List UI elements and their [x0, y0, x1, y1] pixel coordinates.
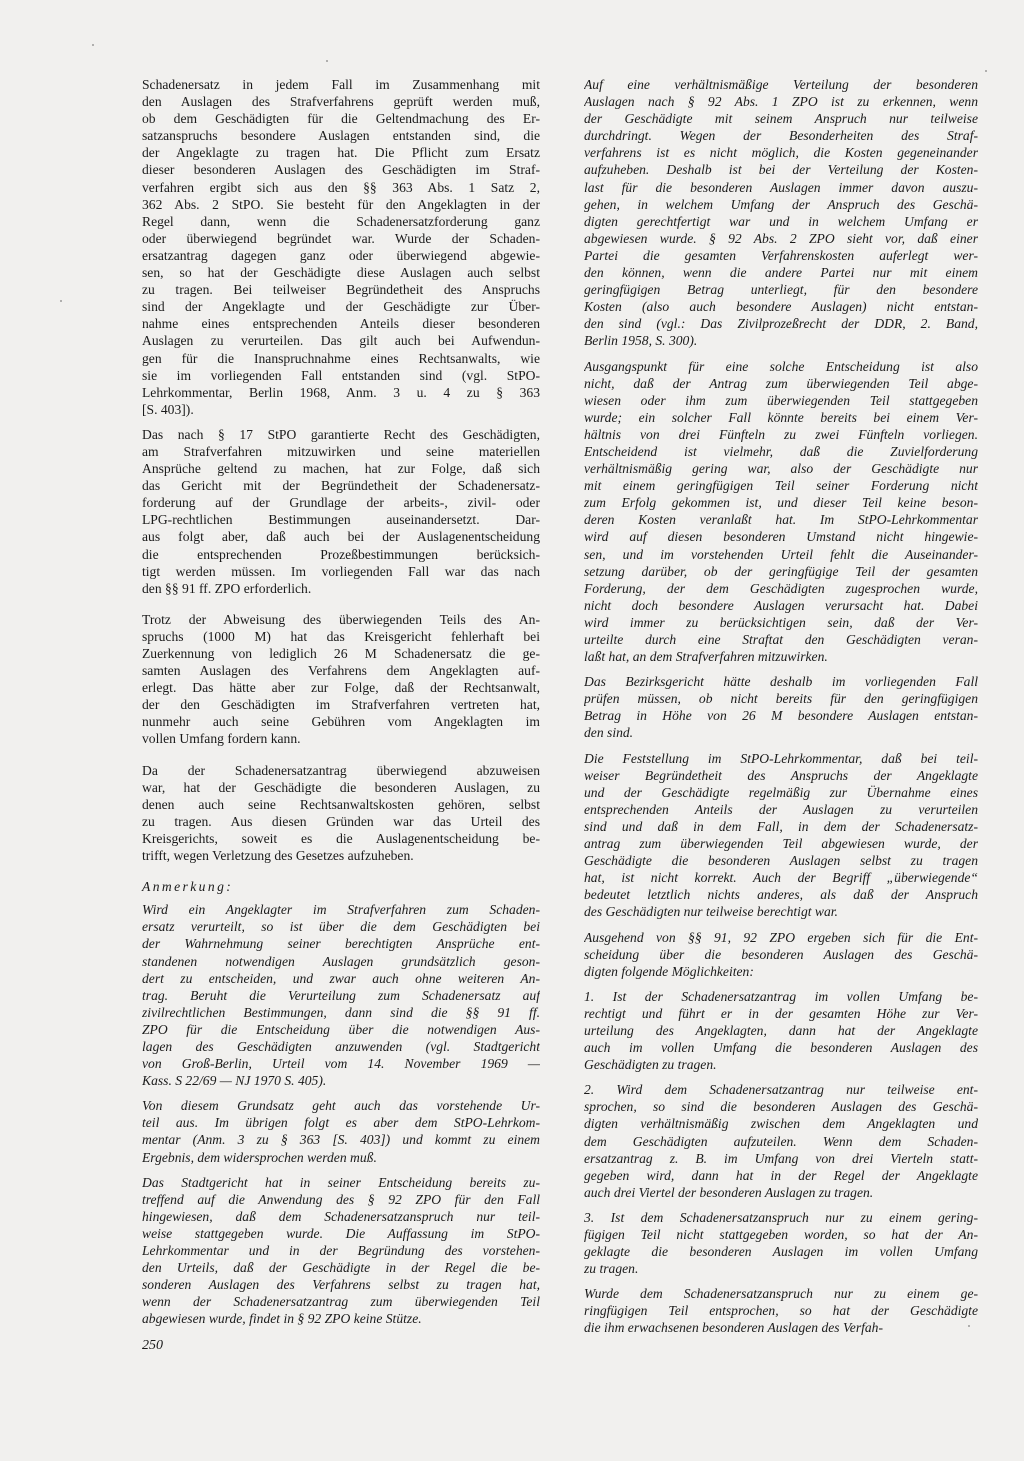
- text-line: nahme eines entsprechenden Anteils dieser besonderen: [142, 316, 540, 332]
- text-line: Auf eine verhältnismäßige Verteilung der besonderen: [584, 77, 978, 92]
- text-line: den Auslagen des Strafverfahrens geprüft werden muß,: [142, 94, 540, 110]
- text-line: Das Bezirksgericht hätte deshalb im vorliegenden Fall: [584, 674, 978, 690]
- paragraph: [142, 611, 540, 748]
- text-line: Da der Schadenersatzantrag überwiegend abzuweisen: [142, 762, 540, 778]
- text-line: den können, wenn die andere Partei nur mit einem: [584, 265, 978, 281]
- text-line: ringfügigen Teil entsprochen, so hat der Geschädigte: [584, 1303, 978, 1319]
- text-line: Die Feststellung im StPO-Lehrkommentar, daß bei teil-: [584, 750, 978, 766]
- text-line: urteilte durch eine Straftat den Geschädigten veran-: [584, 632, 978, 647]
- text-line: nicht doch besondere Auslagen verursacht hat. Dabei: [584, 597, 978, 613]
- paragraph: [142, 762, 540, 865]
- text-line: erlegt. Das hätte aber zur Folge, daß der Rechtsanwalt,: [142, 680, 540, 696]
- text-line: Auslagen nach § 92 Abs. 1 ZPO ist zu erkennen, wenn: [584, 94, 978, 110]
- text-line: Lehrkommentar und in der Begründung des vorstehen-: [142, 1243, 540, 1258]
- text-line: geringfügigen Betrag unterliegt, für den besondere: [584, 282, 978, 298]
- text-line: standenen notwendigen Auslagen grundsätzlich geson-: [142, 953, 540, 969]
- text-line: wird immer zu berücksichtigen sein, daß der Ver-: [584, 614, 978, 630]
- text-line: und der Geschädigte regelmäßig zur Übernahme eines: [584, 784, 978, 800]
- text-line: Wird ein Angeklagter im Strafverfahren zum Schaden-: [142, 902, 540, 918]
- text-line: Schadenersatz in jedem Fall im Zusammenhang mit: [142, 77, 540, 92]
- paragraph: [584, 358, 978, 666]
- text-line: Ausgangspunkt für eine solche Entscheidung ist also: [584, 358, 978, 374]
- text-line: prüfen müssen, ob nicht bereits für den geringfügigen: [584, 691, 978, 707]
- text-line: sind der Angeklagte und der Geschädigte zur Über-: [142, 299, 540, 315]
- text-line: aufzuheben. Deshalb ist bei der Verteilung der Kosten-: [584, 162, 978, 178]
- text-line: durchdringt. Wegen der Besonderheiten des Straf-: [584, 128, 978, 144]
- text-line: zu tragen.: [584, 1261, 639, 1277]
- text-line: 1. Ist der Schadenersatzantrag im vollen Umfang be-: [584, 988, 978, 1004]
- text-line: nicht, daß der Antrag zum überwiegenden Teil abge-: [584, 375, 978, 391]
- text-line: Ausgehend von §§ 91, 92 ZPO ergeben sich für die Ent-: [584, 929, 978, 945]
- text-line: den §§ 91 ff. ZPO erforderlich.: [142, 580, 312, 596]
- text-line: bedeutet letztlich nichts anderes, als daß der Anspruch: [584, 887, 978, 903]
- text-line: Wurde dem Schadenersatzanspruch nur zu einem ge-: [584, 1286, 978, 1302]
- text-line: trifft, wegen Verletzung des Gesetzes aufzuheben.: [142, 848, 414, 864]
- text-line: fügigen Teil nicht stattgegeben worden, so hat der An-: [584, 1227, 978, 1242]
- text-line: der Wahrnehmung seiner berechtigten Ansprüche ent-: [142, 936, 540, 952]
- text-line: 3. Ist dem Schadenersatzanspruch nur zu einem gering-: [584, 1209, 978, 1225]
- paragraph: [584, 1285, 978, 1336]
- text-line: zu tragen. Bei teilweiser Begründetheit des Anspruchs: [142, 282, 540, 298]
- text-line: den sind.: [584, 725, 634, 741]
- text-line: digten gerechtfertigt war und in welchem Umfang er: [584, 213, 978, 229]
- text-line: antrag zum überwiegenden Teil abgewiesen wurde, der: [584, 836, 978, 852]
- text-line: wird auf diesen besonderen Umstand nicht hingewie-: [584, 529, 978, 545]
- text-line: last für die besonderen Auslagen immer davon auszu-: [584, 179, 978, 195]
- text-line: Geschädigten zu tragen.: [584, 1057, 717, 1073]
- text-line: denen auch seine Rechtsanwaltskosten gehören, selbst: [142, 796, 540, 812]
- text-line: deren Kosten veranlaßt hat. Im StPO-Lehrkommentar: [584, 512, 978, 528]
- text-line: geklagte die besonderen Auslagen im vollen Umfang: [584, 1244, 978, 1260]
- scan-speck: [326, 60, 328, 62]
- text-line: Kass. S 22/69 — NJ 1970 S. 405).: [142, 1073, 327, 1089]
- text-line: Berlin 1958, S. 300).: [584, 333, 698, 349]
- text-line: satzanspruchs besondere Auslagen entstanden sind, die: [142, 128, 540, 144]
- text-line: Entscheidend ist vielmehr, daß die Zuvielforderung: [584, 443, 978, 459]
- text-line: hingewiesen, daß dem Schadenersatzanspruch nur teil-: [142, 1208, 540, 1224]
- text-line: der den Geschädigten im Strafverfahren vertreten hat,: [142, 697, 540, 713]
- text-line: [S. 403]).: [142, 401, 194, 417]
- text-line: LPG-rechtlichen Bestimmungen auseinandersetzt. Dar-: [142, 512, 540, 528]
- text-line: auch drei Viertel der besonderen Auslagen zu tragen.: [584, 1184, 874, 1200]
- text-line: ersatzantrag z. B. im Umfang von drei Vierteln statt-: [584, 1150, 978, 1166]
- paragraph: [584, 1081, 978, 1201]
- text-line: entsprechenden Anteils der Auslagen zu verurteilen: [584, 801, 978, 817]
- text-line: scheidung über die besonderen Auslagen des Geschä-: [584, 946, 978, 962]
- text-line: des Geschädigten nur teilweise berechtigt war.: [584, 904, 838, 920]
- text-line: Kosten (also auch besondere Auslagen) nicht entstan-: [584, 299, 978, 315]
- text-line: Kreisgerichts, soweit es die Auslagenentscheidung be-: [142, 830, 540, 846]
- text-line: gegeben wird, dann hat in der Regel der Angeklagte: [584, 1167, 978, 1183]
- text-line: der Angeklagte zu tragen hat. Die Pflicht zum Ersatz: [142, 145, 540, 161]
- paragraph: [584, 76, 978, 350]
- text-line: am Strafverfahren mitzuwirken und seine materiellen: [142, 443, 540, 459]
- text-line: oder überwiegend begründet war. Wurde der Schaden-: [142, 230, 540, 246]
- text-line: abgewiesen wurde. § 92 Abs. 2 ZPO sieht vor, daß einer: [584, 230, 978, 246]
- text-line: war, hat der Geschädigte die besonderen Auslagen, zu: [142, 779, 540, 795]
- text-line: abgewiesen wurde, findet in § 92 ZPO keine Stütze.: [142, 1311, 422, 1327]
- text-line: Trotz der Abweisung des überwiegenden Teils des An-: [142, 611, 540, 627]
- text-line: tigt werden müssen. Im vorliegenden Fall war das nach: [142, 563, 540, 579]
- text-line: dieser besonderen Auslagen des Geschädigten im Straf-: [142, 162, 540, 178]
- text-line: verfahren ergibt sich aus den §§ 363 Abs. 1 Satz 2,: [142, 179, 540, 195]
- text-line: sie im vorliegenden Fall entstanden sind (vgl. StPO-: [142, 367, 540, 383]
- text-line: verfahrens ist es nicht möglich, die Kosten gegeneinander: [584, 145, 978, 161]
- text-line: teil aus. Im übrigen folgt es aber dem StPO-Lehrkom-: [142, 1115, 540, 1131]
- text-line: hat, ist nicht korrekt. Auch der Begriff „überwiegende“: [584, 870, 978, 886]
- text-line: samten Auslagen des Verfahrens dem Angeklagten auf-: [142, 663, 540, 679]
- text-line: aus folgt aber, daß auch bei der Auslagenentscheidung: [142, 529, 540, 545]
- scan-speck: [968, 1325, 970, 1327]
- paragraph: [584, 750, 978, 921]
- text-line: verhältnismäßig gering war, also der Geschädigte nur: [584, 461, 978, 477]
- left-column: [142, 76, 540, 1335]
- text-line: von Groß-Berlin, Urteil vom 14. November 1969 —: [142, 1056, 540, 1072]
- text-line: digten verhältnismäßig zwischen dem Angeklagten und: [584, 1116, 978, 1132]
- text-line: gehen, in welchem Umfang der Anspruch des Geschä-: [584, 196, 978, 212]
- text-line: sind und daß in dem Fall, in dem der Schadenersatz-: [584, 818, 978, 834]
- paragraph: [142, 901, 540, 1089]
- scan-speck: [985, 70, 987, 72]
- text-line: Lehrkommentar, Berlin 1968, Anm. 3 u. 4 zu § 363: [142, 384, 540, 400]
- text-line: sprochen, so sind die besonderen Auslagen des Geschä-: [584, 1099, 978, 1115]
- text-line: auch im vollen Umfang die besonderen Auslagen des: [584, 1040, 978, 1056]
- text-line: mit einem geringfügigen Teil seiner Forderung nicht: [584, 478, 978, 494]
- text-line: ob dem Geschädigten für die Geltendmachung des Er-: [142, 111, 540, 127]
- text-line: weise stattgegeben wurde. Die Auffassung im StPO-: [142, 1225, 540, 1241]
- text-line: dert zu entscheiden, und zwar auch ohne weiteren An-: [142, 970, 540, 986]
- text-line: Regel dann, wenn die Schadenersatzforderung ganz: [142, 213, 540, 229]
- text-line: lagen des Geschädigten anzuwenden (vgl. Stadtgericht: [142, 1038, 540, 1054]
- text-line: Ansprüche geltend zu machen, hat zur Folge, daß sich: [142, 461, 540, 477]
- text-line: das Gericht mit der Begründetheit der Schadenersatz-: [142, 478, 540, 494]
- paragraph: [142, 76, 540, 418]
- right-column: [584, 76, 978, 1345]
- text-line: urteilung des Angeklagten, dann hat der Angeklagte: [584, 1022, 978, 1038]
- text-line: spruchs (1000 M) hat das Kreisgericht fehlerhaft bei: [142, 628, 540, 644]
- text-line: Das Stadtgericht hat in seiner Entscheidung bereits zu-: [142, 1174, 540, 1190]
- text-line: hältnis von drei Fünfteln zu zwei Fünfteln vorliegen.: [584, 426, 978, 442]
- text-line: treffend auf die Anwendung des § 92 ZPO für den Fall: [142, 1191, 540, 1207]
- text-line: sonderen Auslagen des Verfahrens selbst zu tragen hat,: [142, 1277, 540, 1293]
- text-line: Partei die gesamten Verfahrenskosten auferlegt wer-: [584, 247, 978, 263]
- text-line: zivilrechtlichen Bestimmungen, dann sind die §§ 91 ff.: [142, 1004, 540, 1020]
- text-line: wiesen oder ihm zum überwiegenden Teil stattgegeben: [584, 392, 978, 408]
- text-line: gen für die Inanspruchnahme eines Rechtsanwalts, wie: [142, 350, 540, 366]
- text-line: zu tragen. Aus diesen Gründen war das Urteil des: [142, 813, 540, 829]
- text-line: Auslagen zu verurteilen. Das gilt auch bei Aufwendun-: [142, 333, 540, 349]
- text-line: ersatzantrag dagegen ganz oder überwiegend abgewie-: [142, 247, 540, 263]
- text-line: trag. Beruht die Verurteilung zum Schadenersatz auf: [142, 987, 540, 1003]
- text-line: zum Erfolg gekommen ist, und dieser Teil keine beson-: [584, 495, 978, 511]
- text-line: 362 Abs. 2 StPO. Sie besteht für den Angeklagten in der: [142, 196, 540, 212]
- text-line: setzung darüber, ob der geringfügige Teil der gesamten: [584, 563, 978, 579]
- text-line: der Geschädigte mit seinem Anspruch nur teilweise: [584, 111, 978, 127]
- text-line: ersatz verurteilt, so ist über die dem Geschädigten bei: [142, 919, 540, 935]
- text-line: forderung auf der Grundlage der arbeits-, zivil- oder: [142, 495, 540, 511]
- text-line: Geschädigte die besonderen Auslagen selbst zu tragen: [584, 853, 978, 869]
- text-line: vollen Umfang fordern kann.: [142, 731, 301, 747]
- text-line: Zuerkennung von lediglich 26 M Schadenersatz die ge-: [142, 646, 540, 661]
- text-line: laßt hat, an dem Strafverfahren mitzuwirken.: [584, 649, 828, 665]
- paragraph: [142, 426, 540, 597]
- scan-speck: [60, 300, 62, 302]
- text-line: wurde; ein solcher Fall könnte bereits bei einem Ver-: [584, 409, 978, 425]
- paragraph: [584, 929, 978, 980]
- paragraph: [584, 1209, 978, 1277]
- text-line: wenn der Schadenersatzantrag zum überwiegenden Teil: [142, 1294, 540, 1310]
- text-line: Forderung, der dem Geschädigten zugesprochen wurde,: [584, 580, 978, 596]
- text-line: den sind (vgl.: Das Zivilprozeßrecht der DDR, 2. Band,: [584, 316, 978, 332]
- page-number: 250: [142, 1338, 163, 1353]
- scan-speck: [92, 44, 94, 46]
- paragraph: [142, 1174, 540, 1328]
- paragraph: [142, 1097, 540, 1165]
- text-line: sen, und im vorstehenden Urteil fehlt die Auseinander-: [584, 546, 978, 562]
- text-line: weiser Begründetheit des Anspruchs der Angeklagte: [584, 767, 978, 783]
- text-line: Das nach § 17 StPO garantierte Recht des Geschädigten,: [142, 426, 540, 442]
- text-line: digten folgende Möglichkeiten:: [584, 963, 754, 979]
- paragraph: [584, 988, 978, 1073]
- text-line: den Urteils, daß der Geschädigte in der Regel die be-: [142, 1260, 540, 1276]
- text-line: die entsprechenden Prozeßbestimmungen berücksich-: [142, 546, 540, 562]
- paragraph: [584, 673, 978, 741]
- text-line: Von diesem Grundsatz geht auch das vorstehende Ur-: [142, 1098, 540, 1114]
- text-line: mentar (Anm. 3 zu § 363 [S. 403]) und kommt zu einem: [142, 1132, 540, 1148]
- text-line: rechtigt und führt er in der gesamten Höhe zur Ver-: [584, 1005, 978, 1021]
- text-line: nunmehr auch seine Gebühren vom Angeklagten im: [142, 714, 540, 730]
- text-line: ZPO für die Entscheidung über die notwendigen Aus-: [142, 1021, 540, 1037]
- text-line: die ihm erwachsenen besonderen Auslagen des Verfah-: [584, 1320, 884, 1336]
- text-line: Betrag in Höhe von 26 M besondere Auslagen entstan-: [584, 708, 978, 724]
- section-heading: Anmerkung:: [142, 879, 234, 895]
- text-line: 2. Wird dem Schadenersatzantrag nur teilweise ent-: [584, 1082, 978, 1098]
- text-line: sen, so hat der Geschädigte diese Auslagen auch selbst: [142, 265, 540, 281]
- text-line: Ergebnis, dem widersprochen werden muß.: [142, 1149, 377, 1165]
- text-line: dem Geschädigten aufzuteilen. Wenn dem Schaden-: [584, 1133, 978, 1149]
